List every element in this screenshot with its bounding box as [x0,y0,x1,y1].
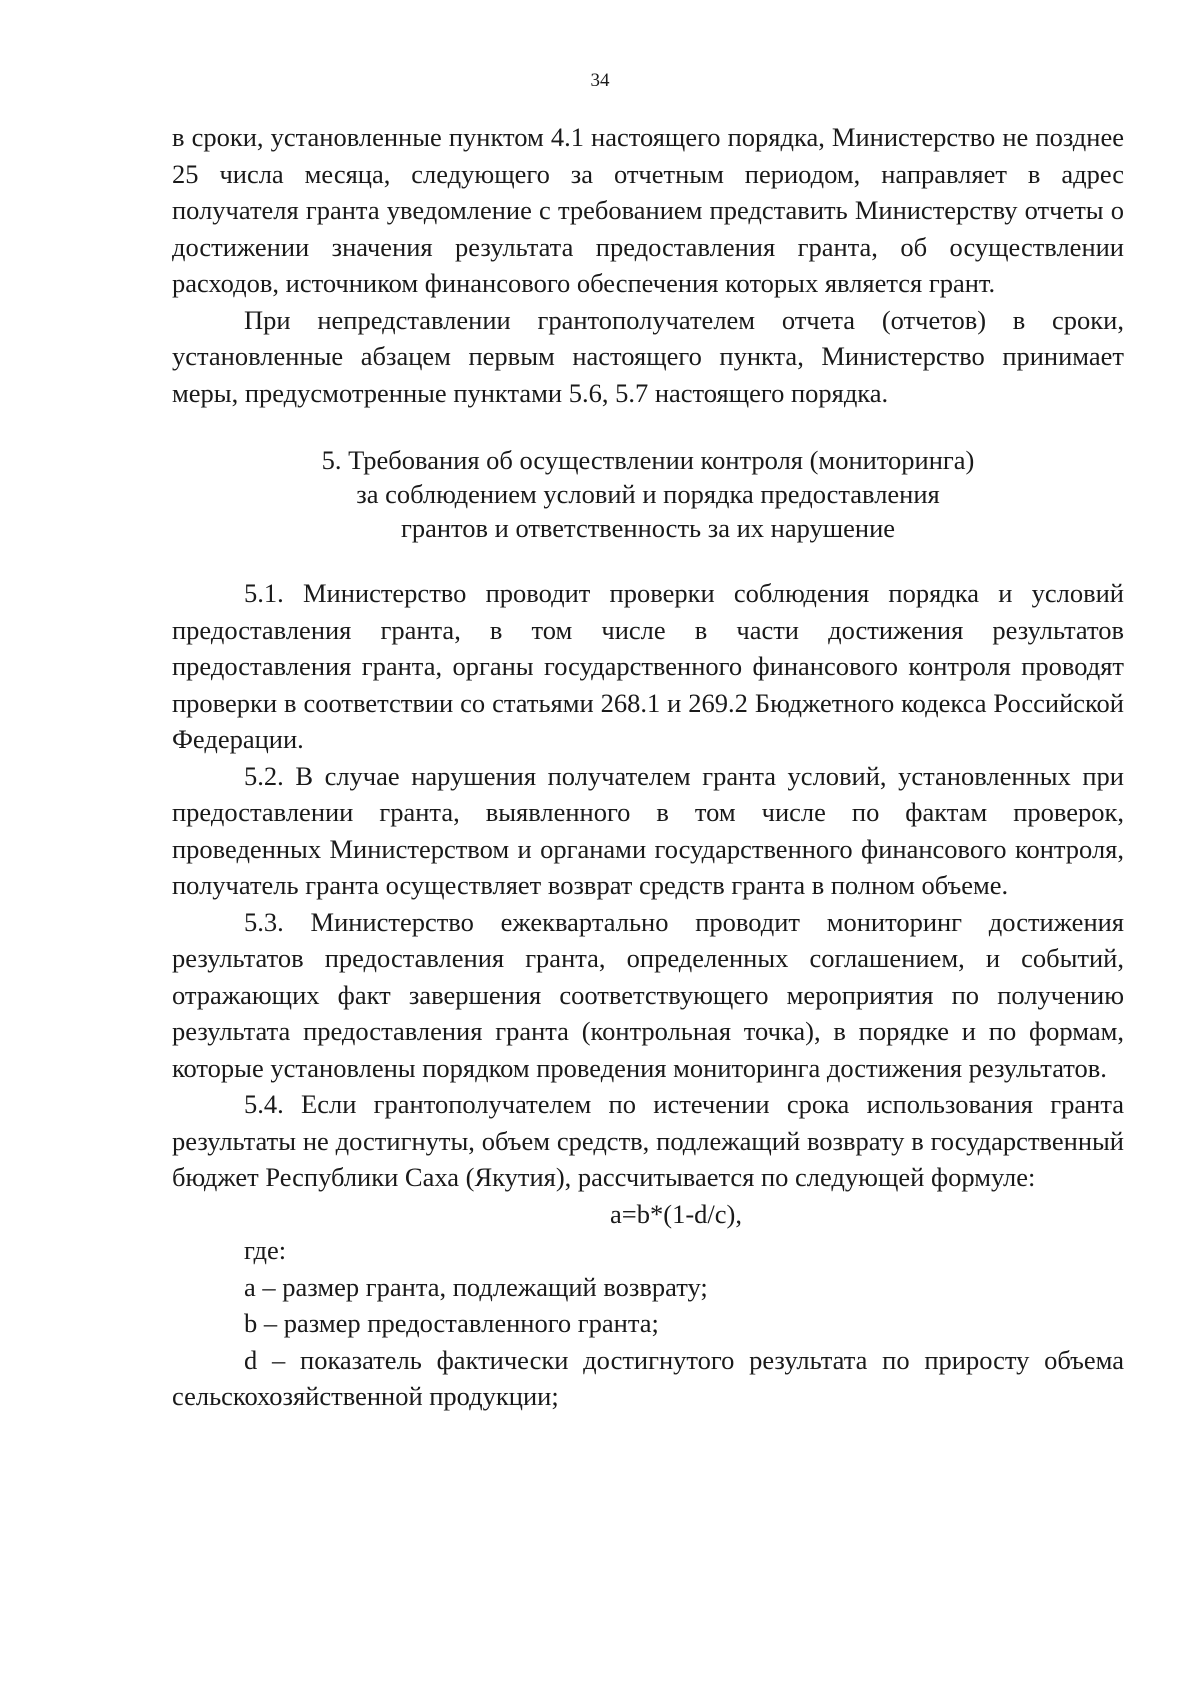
return-formula: a=b*(1-d/c), [610,1198,742,1229]
section-heading-line: за соблюдением условий и порядка предоставления [356,479,940,509]
clause-5-1: 5.1. Министерство проводит проверки соблюдения порядка и условий предоставления гранта, в том числе в части достижения результатов предоставления гранта, органы государственного финансового контроля проводят проверки в соответствии со статьями 268.1 и 269.2 Бюджетного кодекса Российской Федерации. [172,578,1124,754]
where-label: где: [244,1235,287,1265]
definition-d: d – показатель фактически достигнутого результата по приросту объема сельскохозяйственной продукции; [172,1344,1124,1411]
clause-5-3: 5.3. Министерство ежеквартально проводит мониторинг достижения результатов предоставления гранта, определенных соглашением, и событий, отражающих факт завершения соответствующего мероприятия по получению результата предоставления гранта (контрольная точка), в порядке и по формам, которые установлены порядком проведения мониторинга достижения результатов. [172,906,1124,1083]
clause-5-4: 5.4. Если грантополучателем по истечении срока использования гранта результаты не достигнуты, объем средств, подлежащий возврату в государственный бюджет Республики Саха (Якутия), рассчитывается по следующей формуле: [172,1089,1124,1192]
paragraph-reporting-deadline: в сроки, установленные пунктом 4.1 настоящего порядка, Министерство не позднее 25 числа месяца, следующего за отчетным периодом, направляет в адрес получателя гранта уведомление с требованием представить Министерству отчеты о достижении значения результата предоставления гранта, об осуществлении расходов, источником финансового обеспечения которых является грант. [172,122,1124,298]
clause-5-2: 5.2. В случае нарушения получателем гранта условий, установленных при предоставлении гранта, выявленного в том числе по фактам проверок, проведенных Министерством и органами государственного финансового контроля, получатель гранта осуществляет возврат средств гранта в полном объеме. [172,760,1124,900]
section-heading-line: грантов и ответственность за их нарушение [400,513,896,543]
section-heading [172,443,1124,545]
section-heading-line: 5. Требования об осуществлении контроля (мониторинга) [321,445,975,475]
definition-a: a – размер гранта, подлежащий возврату; [244,1271,708,1302]
document-body [172,119,1124,1415]
definition-b: b – размер предоставленного гранта; [244,1308,659,1338]
page-number: 34 [590,70,610,91]
paragraph-non-submission: При непредставлении грантополучателем отчета (отчетов) в сроки, установленные абзацем первым настоящего пункта, Министерство принимает меры, предусмотренные пунктами 5.6, 5.7 настоящего порядка. [172,304,1124,408]
